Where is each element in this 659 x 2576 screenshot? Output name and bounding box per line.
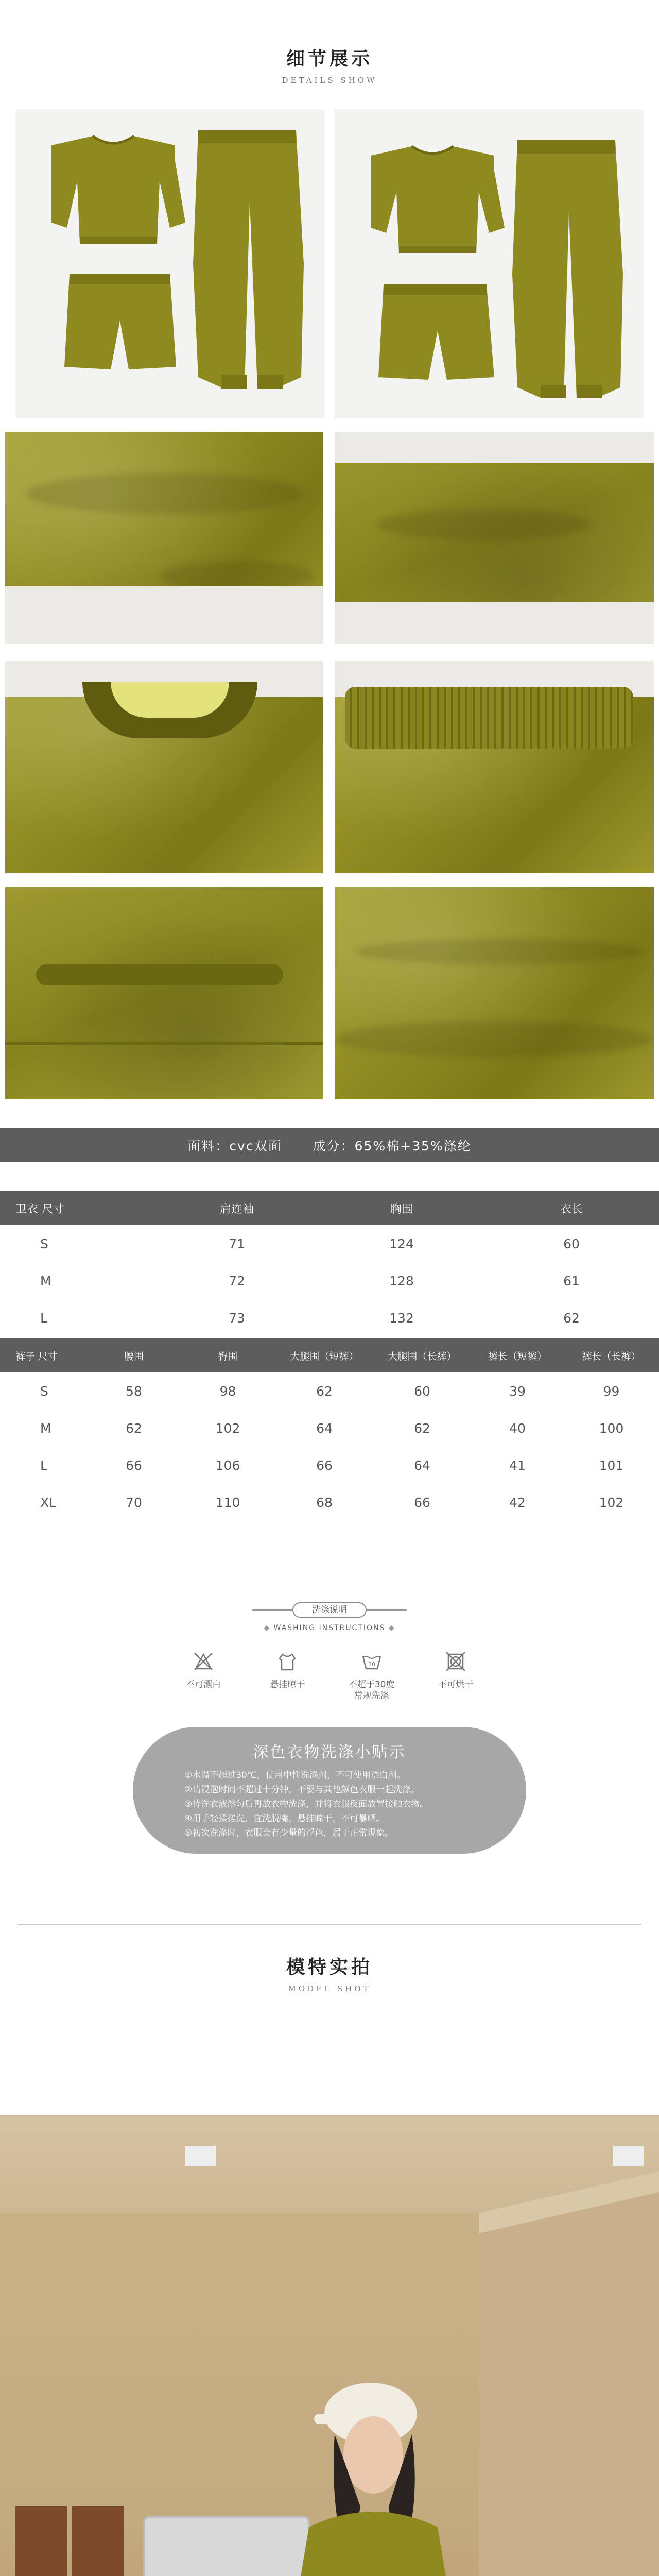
- table-header-cell: 胸围: [319, 1191, 484, 1225]
- table-row: [0, 1372, 659, 1410]
- table-cell: 39: [509, 1383, 526, 1399]
- table-cell: 99: [603, 1383, 620, 1399]
- table-header-cell: 裤长（长裤）: [564, 1338, 659, 1372]
- wash-icon-text: 不可烘干: [438, 1680, 473, 1690]
- wash-divider-left: [252, 1609, 292, 1611]
- sweatshirt-size-table: [0, 1191, 659, 1336]
- table-header-row: [0, 1191, 659, 1225]
- care-tips-title: 深色衣物洗涤小贴示: [253, 1743, 406, 1761]
- wash-icon-row: [170, 1651, 489, 1702]
- model-figure: [283, 2383, 463, 2576]
- care-tip-item: ③待洗衣液溶匀后再放衣物洗涤，并将衣服反面放置接触衣物。: [184, 1799, 429, 1809]
- table-row: [0, 1262, 659, 1299]
- table-cell: 64: [414, 1458, 430, 1473]
- table-row: [0, 1225, 659, 1262]
- flatlay-garments-left: [15, 109, 324, 418]
- table-cell: 66: [316, 1458, 333, 1473]
- table-cell: 60: [414, 1383, 430, 1399]
- fabric-type: 面料：cvc双面: [187, 1139, 282, 1154]
- table-cell: 58: [126, 1383, 142, 1399]
- model-shot-title: 模特实拍: [286, 1957, 373, 1978]
- table-cell: 62: [126, 1420, 142, 1436]
- wash-subtitle: ◆ WASHING INSTRUCTIONS ◆: [264, 1624, 395, 1632]
- table-cell: 110: [215, 1495, 240, 1510]
- detail-cuff-sweatshirt: [5, 432, 323, 644]
- table-cell: XL: [40, 1495, 57, 1510]
- details-subtitle: DETAILS SHOW: [282, 76, 377, 85]
- table-cell: L: [40, 1310, 47, 1326]
- wash-divider-right: [367, 1609, 407, 1611]
- table-cell: 70: [126, 1495, 142, 1510]
- table-cell: S: [40, 1383, 48, 1399]
- wash-icon-item: [338, 1651, 405, 1702]
- table-cell: 132: [389, 1310, 414, 1326]
- table-cell: S: [40, 1236, 48, 1251]
- table-cell: 64: [316, 1420, 333, 1436]
- no-bleach-icon: [193, 1651, 214, 1672]
- table-cell: 71: [229, 1236, 245, 1251]
- detail-neckline: [5, 661, 323, 873]
- table-cell: 60: [563, 1236, 580, 1251]
- wash-30-icon: [361, 1651, 383, 1672]
- table-row: [0, 1410, 659, 1447]
- table-cell: 73: [229, 1310, 245, 1326]
- table-cell: 66: [414, 1495, 430, 1510]
- care-tip-item: ⑤初次洗涤时，衣服会有少量的浮色，属于正常现象。: [184, 1828, 394, 1838]
- table-cell: 102: [215, 1420, 240, 1436]
- table-cell: 62: [316, 1383, 333, 1399]
- table-header-cell: 裤长（短裤）: [471, 1338, 564, 1372]
- table-cell: 62: [563, 1310, 580, 1326]
- table-header-cell: 大腿围（长裤）: [373, 1338, 471, 1372]
- table-header-cell: 腰围: [88, 1338, 180, 1372]
- details-header: [0, 44, 659, 85]
- flatlay-garments-right: [335, 109, 644, 418]
- table-cell: 40: [509, 1420, 526, 1436]
- table-cell: 68: [316, 1495, 333, 1510]
- section-divider: [18, 1924, 641, 1925]
- care-tip-item: ④用手轻揉搓洗，宜洗脱嘴，悬挂晾干，不可暴晒。: [184, 1814, 385, 1824]
- table-cell: 72: [229, 1273, 245, 1289]
- care-tip-item: ②请浸泡时间不超过十分钟，不要与其他颜色衣服一起洗涤。: [184, 1785, 420, 1795]
- care-tips-box: [133, 1727, 526, 1854]
- wash-icon-item: [422, 1651, 489, 1702]
- model-shot-subtitle: MODEL SHOT: [288, 1984, 371, 1993]
- fabric-info-bar: [0, 1128, 659, 1162]
- wash-icon-item: [254, 1651, 321, 1702]
- table-header-cell: 大腿围（短裤）: [275, 1338, 373, 1372]
- detail-fabric-texture: [335, 887, 654, 1099]
- table-header-cell: 臀围: [180, 1338, 275, 1372]
- table-row: [0, 1447, 659, 1484]
- table-row: [0, 1484, 659, 1521]
- table-cell: 100: [599, 1420, 624, 1436]
- table-header-cell: 肩连袖: [154, 1191, 319, 1225]
- table-header-cell: 衣长: [484, 1191, 659, 1225]
- room-geometry: [0, 2115, 659, 2576]
- table-cell: 124: [389, 1236, 414, 1251]
- details-title: 细节展示: [286, 48, 373, 70]
- wash-icon-item: [170, 1651, 237, 1702]
- detail-waistband: [335, 661, 654, 873]
- table-header-row: [0, 1338, 659, 1372]
- flatlay-photo-right: [335, 109, 644, 418]
- table-cell: 106: [215, 1458, 240, 1473]
- detail-cuff-joggers: [335, 432, 654, 644]
- wash-icon-text: 悬挂晾干: [270, 1680, 305, 1690]
- hang-dry-icon: [276, 1651, 298, 1672]
- table-cell: M: [40, 1273, 51, 1289]
- wash-icon-text: 不超于30度 常规洗涤: [348, 1680, 395, 1701]
- table-cell: 61: [563, 1273, 580, 1289]
- table-cell: 102: [599, 1495, 624, 1510]
- table-cell: 101: [599, 1458, 624, 1473]
- pants-size-table: [0, 1338, 659, 1521]
- model-shot-header: [0, 1953, 659, 1993]
- flatlay-photo-left: [15, 109, 324, 418]
- table-cell: 66: [126, 1458, 142, 1473]
- no-tumble-dry-icon: [445, 1651, 466, 1672]
- table-row: [0, 1299, 659, 1336]
- table-cell: 98: [219, 1383, 236, 1399]
- table-cell: 128: [389, 1273, 414, 1289]
- table-cell: 41: [509, 1458, 526, 1473]
- table-header-cell: 卫衣 尺寸: [0, 1191, 154, 1225]
- table-cell: 62: [414, 1420, 430, 1436]
- wash-icon-text: 不可漂白: [186, 1680, 221, 1690]
- table-cell: M: [40, 1420, 51, 1436]
- model-photo: [0, 2115, 659, 2576]
- table-cell: 42: [509, 1495, 526, 1510]
- detail-hem-stitch: [5, 887, 323, 1099]
- svg-text:30: 30: [368, 1661, 375, 1668]
- wash-label: 洗涤说明: [292, 1602, 367, 1618]
- fabric-composition: 成分：65%棉+35%涤纶: [313, 1139, 472, 1154]
- care-tips-list: [184, 1768, 473, 1840]
- care-tip-item: ①水温不超过30℃，使用中性洗涤剂，不可使用漂白剂。: [184, 1770, 406, 1781]
- table-header-cell: 裤子 尺寸: [0, 1338, 88, 1372]
- table-cell: L: [40, 1458, 47, 1473]
